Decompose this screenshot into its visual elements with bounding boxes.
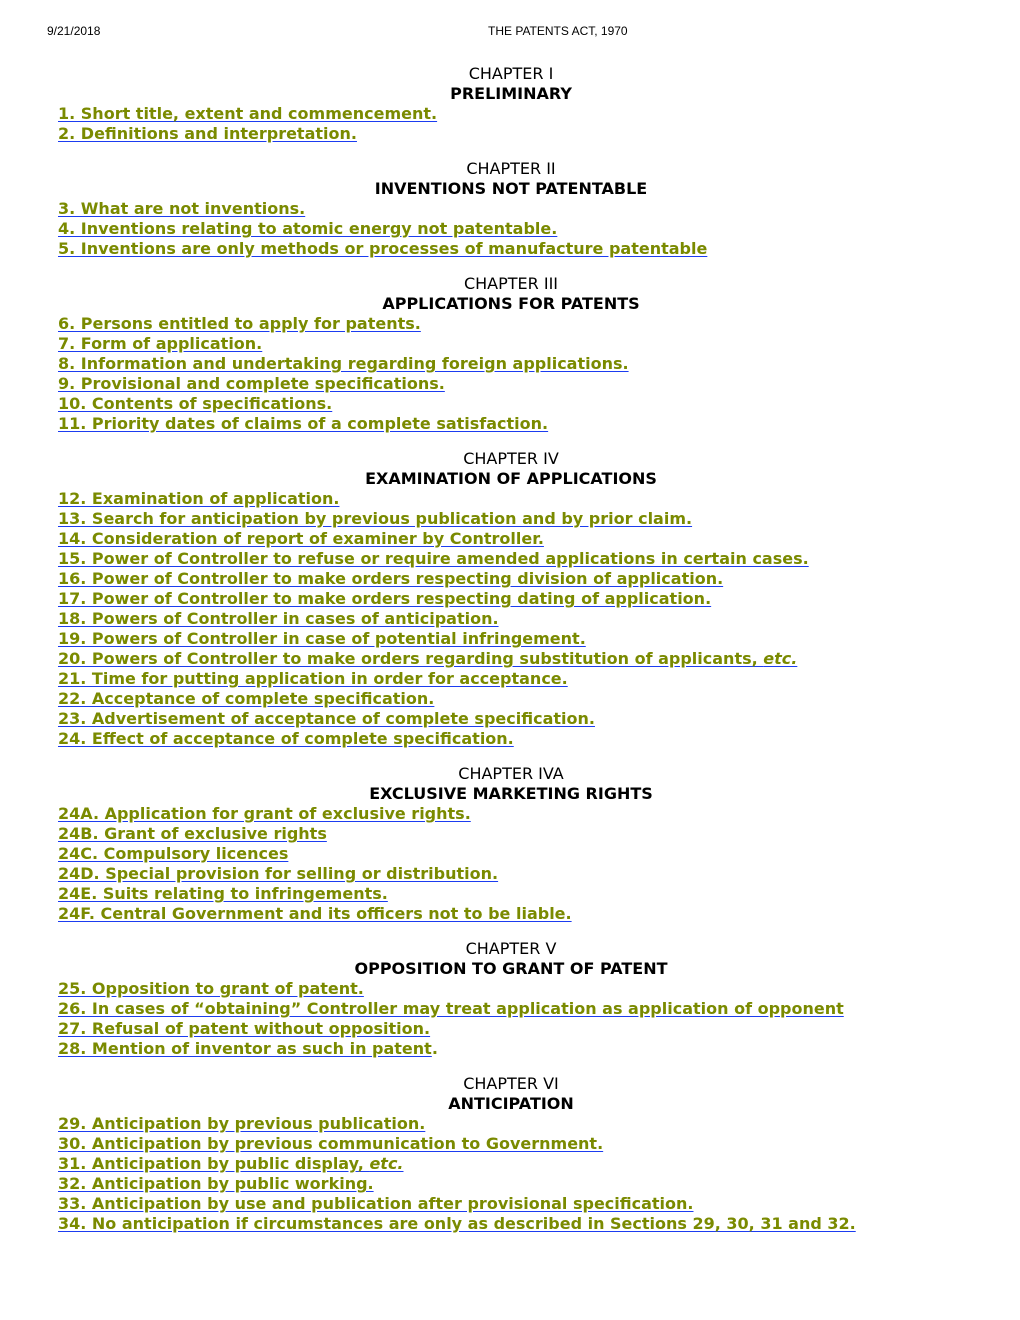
section-link-text: 16. Power of Controller to make orders respecting division of application. [58, 569, 724, 588]
section-link-text: 24A. Application for grant of exclusive rights. [58, 804, 471, 823]
section-link-text: 24E. Suits relating to infringements. [58, 884, 388, 903]
chapter-heading: EXCLUSIVE MARKETING RIGHTS [369, 784, 653, 803]
section-link-row [58, 489, 964, 509]
chapter-heading: OPPOSITION TO GRANT OF PATENT [354, 959, 668, 978]
section-link-row [58, 549, 964, 569]
section-link-row [58, 709, 964, 729]
chapter-heading: APPLICATIONS FOR PATENTS [382, 294, 640, 313]
section-link[interactable] [58, 904, 572, 923]
section-link-text: 6. Persons entitled to apply for patents. [58, 314, 421, 333]
table-of-contents [58, 64, 964, 1249]
section-link-row [58, 979, 964, 999]
chapter-block [58, 449, 964, 749]
section-link-italic: etc. [369, 1154, 404, 1173]
section-link-text: 1. Short title, extent and commencement. [58, 104, 438, 123]
section-link-text: 4. Inventions relating to atomic energy not patentable. [58, 219, 558, 238]
chapter-block [58, 159, 964, 259]
section-link-row [58, 609, 964, 629]
section-link[interactable] [58, 1154, 404, 1173]
section-link-row [58, 689, 964, 709]
section-link-text: 24B. Grant of exclusive rights [58, 824, 327, 843]
section-link-text: 17. Power of Controller to make orders respecting dating of application. [58, 589, 712, 608]
section-link-row [58, 1039, 964, 1059]
section-link-row [58, 414, 964, 434]
section-link[interactable] [58, 729, 514, 748]
section-link-row [58, 1174, 964, 1194]
section-link[interactable] [58, 979, 364, 998]
section-link-row [58, 804, 964, 824]
section-link[interactable] [58, 804, 471, 823]
section-link-row [58, 239, 964, 259]
chapter-block [58, 274, 964, 434]
section-link-text: 13. Search for anticipation by previous publication and by prior claim. [58, 509, 693, 528]
section-link[interactable] [58, 199, 305, 218]
section-link-row [58, 1154, 964, 1174]
section-link[interactable] [58, 999, 844, 1018]
section-link-text: 24D. Special provision for selling or distribution. [58, 864, 499, 883]
section-link-text: 14. Consideration of report of examiner by Controller. [58, 529, 544, 548]
section-link-text: 18. Powers of Controller in cases of anticipation. [58, 609, 499, 628]
chapter-block [58, 64, 964, 144]
section-link[interactable] [58, 124, 357, 143]
section-link-text: 33. Anticipation by use and publication after provisional specification. [58, 1194, 694, 1213]
section-link-text: 19. Powers of Controller in case of potential infringement. [58, 629, 586, 648]
section-link[interactable] [58, 824, 327, 843]
section-link-text: 20. Powers of Controller to make orders regarding substitution of applicants, [58, 649, 764, 668]
section-link-text: 22. Acceptance of complete specification. [58, 689, 435, 708]
section-link-text: 24F. Central Government and its officers not to be liable. [58, 904, 572, 923]
section-link-text: 10. Contents of specifications. [58, 394, 333, 413]
section-link-text: 34. No anticipation if circumstances are only as described in Sections 29, 30, 31 and 32. [58, 1214, 856, 1233]
section-link[interactable] [58, 1174, 374, 1193]
section-link-text: 28. Mention of inventor as such in patent [58, 1039, 432, 1058]
section-link-row [58, 904, 964, 924]
section-link[interactable] [58, 374, 445, 393]
section-link[interactable] [58, 334, 262, 353]
section-link-row [58, 649, 964, 669]
section-link[interactable] [58, 549, 809, 568]
chapter-number: CHAPTER I [468, 64, 554, 83]
chapter-block [58, 1074, 964, 1234]
section-link[interactable] [58, 1114, 425, 1133]
section-link-row [58, 199, 964, 219]
section-link-text: 24. Effect of acceptance of complete specification. [58, 729, 514, 748]
section-link[interactable] [58, 509, 692, 528]
section-link-text: 11. Priority dates of claims of a complete satisfaction. [58, 414, 549, 433]
section-link[interactable] [58, 414, 548, 433]
section-link[interactable] [58, 609, 499, 628]
chapter-number: CHAPTER IV [463, 449, 559, 468]
section-link-text: 9. Provisional and complete specifications. [58, 374, 445, 393]
print-title: THE PATENTS ACT, 1970 [488, 24, 628, 38]
section-link-row [58, 334, 964, 354]
section-link[interactable] [58, 844, 288, 863]
section-link[interactable] [58, 629, 586, 648]
section-link-row [58, 569, 964, 589]
section-link-text: 32. Anticipation by public working. [58, 1174, 374, 1193]
chapter-number: CHAPTER VI [463, 1074, 559, 1093]
section-link[interactable] [58, 1194, 694, 1213]
section-link[interactable] [58, 689, 434, 708]
section-link-row [58, 124, 964, 144]
section-link-text: 2. Definitions and interpretation. [58, 124, 357, 143]
section-link[interactable] [58, 709, 595, 728]
chapter-block [58, 764, 964, 924]
section-link[interactable] [58, 569, 723, 588]
section-link[interactable] [58, 394, 332, 413]
section-link-row [58, 314, 964, 334]
section-link-text: 5. Inventions are only methods or processes of manufacture patentable [58, 239, 708, 258]
chapter-number: CHAPTER III [463, 274, 559, 293]
section-link-row [58, 1134, 964, 1154]
section-link[interactable] [58, 884, 388, 903]
section-link[interactable] [58, 1019, 430, 1038]
section-link[interactable] [58, 1039, 432, 1058]
chapter-number: CHAPTER II [466, 159, 556, 178]
chapter-heading: INVENTIONS NOT PATENTABLE [374, 179, 648, 198]
chapter-heading: EXAMINATION OF APPLICATIONS [365, 469, 657, 488]
section-link[interactable] [58, 354, 629, 373]
section-link-italic: etc. [763, 649, 798, 668]
section-link-text: 15. Power of Controller to refuse or require amended applications in certain cases. [58, 549, 809, 568]
section-link-text: 21. Time for putting application in order for acceptance. [58, 669, 568, 688]
section-link-text: 12. Examination of application. [58, 489, 340, 508]
chapter-number: CHAPTER IVA [458, 764, 564, 783]
section-link[interactable] [58, 489, 339, 508]
section-link[interactable] [58, 649, 797, 668]
section-link-row [58, 529, 964, 549]
section-link-row [58, 1194, 964, 1214]
chapter-block [58, 939, 964, 1059]
chapter-heading: PRELIMINARY [450, 84, 572, 103]
section-link-row [58, 219, 964, 239]
section-link-row [58, 669, 964, 689]
section-link-text: 24C. Compulsory licences [58, 844, 289, 863]
section-link[interactable] [58, 669, 568, 688]
section-link-row [58, 394, 964, 414]
section-link-row [58, 884, 964, 904]
section-link[interactable] [58, 239, 707, 258]
section-link-row [58, 844, 964, 864]
section-link[interactable] [58, 529, 544, 548]
section-link-text: 25. Opposition to grant of patent. [58, 979, 364, 998]
section-link-text: 7. Form of application. [58, 334, 263, 353]
section-link-text: 8. Information and undertaking regarding foreign applications. [58, 354, 629, 373]
section-link-text: 29. Anticipation by previous publication. [58, 1114, 426, 1133]
section-link[interactable] [58, 219, 557, 238]
section-link-row [58, 374, 964, 394]
section-link-text: 31. Anticipation by public display, [58, 1154, 370, 1173]
section-link-row [58, 729, 964, 749]
section-link-row [58, 999, 964, 1019]
section-link[interactable] [58, 1134, 603, 1153]
section-link-row [58, 864, 964, 884]
section-link-row [58, 104, 964, 124]
section-link[interactable] [58, 314, 421, 333]
chapter-number: CHAPTER V [465, 939, 557, 958]
section-link-row [58, 1114, 964, 1134]
chapter-heading: ANTICIPATION [448, 1094, 574, 1113]
section-link-text: 27. Refusal of patent without opposition. [58, 1019, 431, 1038]
section-link-row [58, 354, 964, 374]
section-link-text: 3. What are not inventions. [58, 199, 306, 218]
section-link-text: 30. Anticipation by previous communication to Government. [58, 1134, 604, 1153]
section-link-row [58, 1019, 964, 1039]
section-link[interactable] [58, 1214, 856, 1233]
section-link[interactable] [58, 864, 498, 883]
print-date: 9/21/2018 [47, 24, 101, 38]
section-trailing-punctuation: . [431, 1039, 438, 1058]
section-link-row [58, 1214, 964, 1234]
section-link-text: 26. In cases of “obtaining” Controller may treat application as application of opponent [58, 999, 844, 1018]
section-link[interactable] [58, 589, 711, 608]
section-link-row [58, 629, 964, 649]
section-link-row [58, 824, 964, 844]
section-link-row [58, 589, 964, 609]
section-link-row [58, 509, 964, 529]
print-header [0, 24, 1020, 40]
section-link[interactable] [58, 104, 437, 123]
section-link-text: 23. Advertisement of acceptance of complete specification. [58, 709, 595, 728]
